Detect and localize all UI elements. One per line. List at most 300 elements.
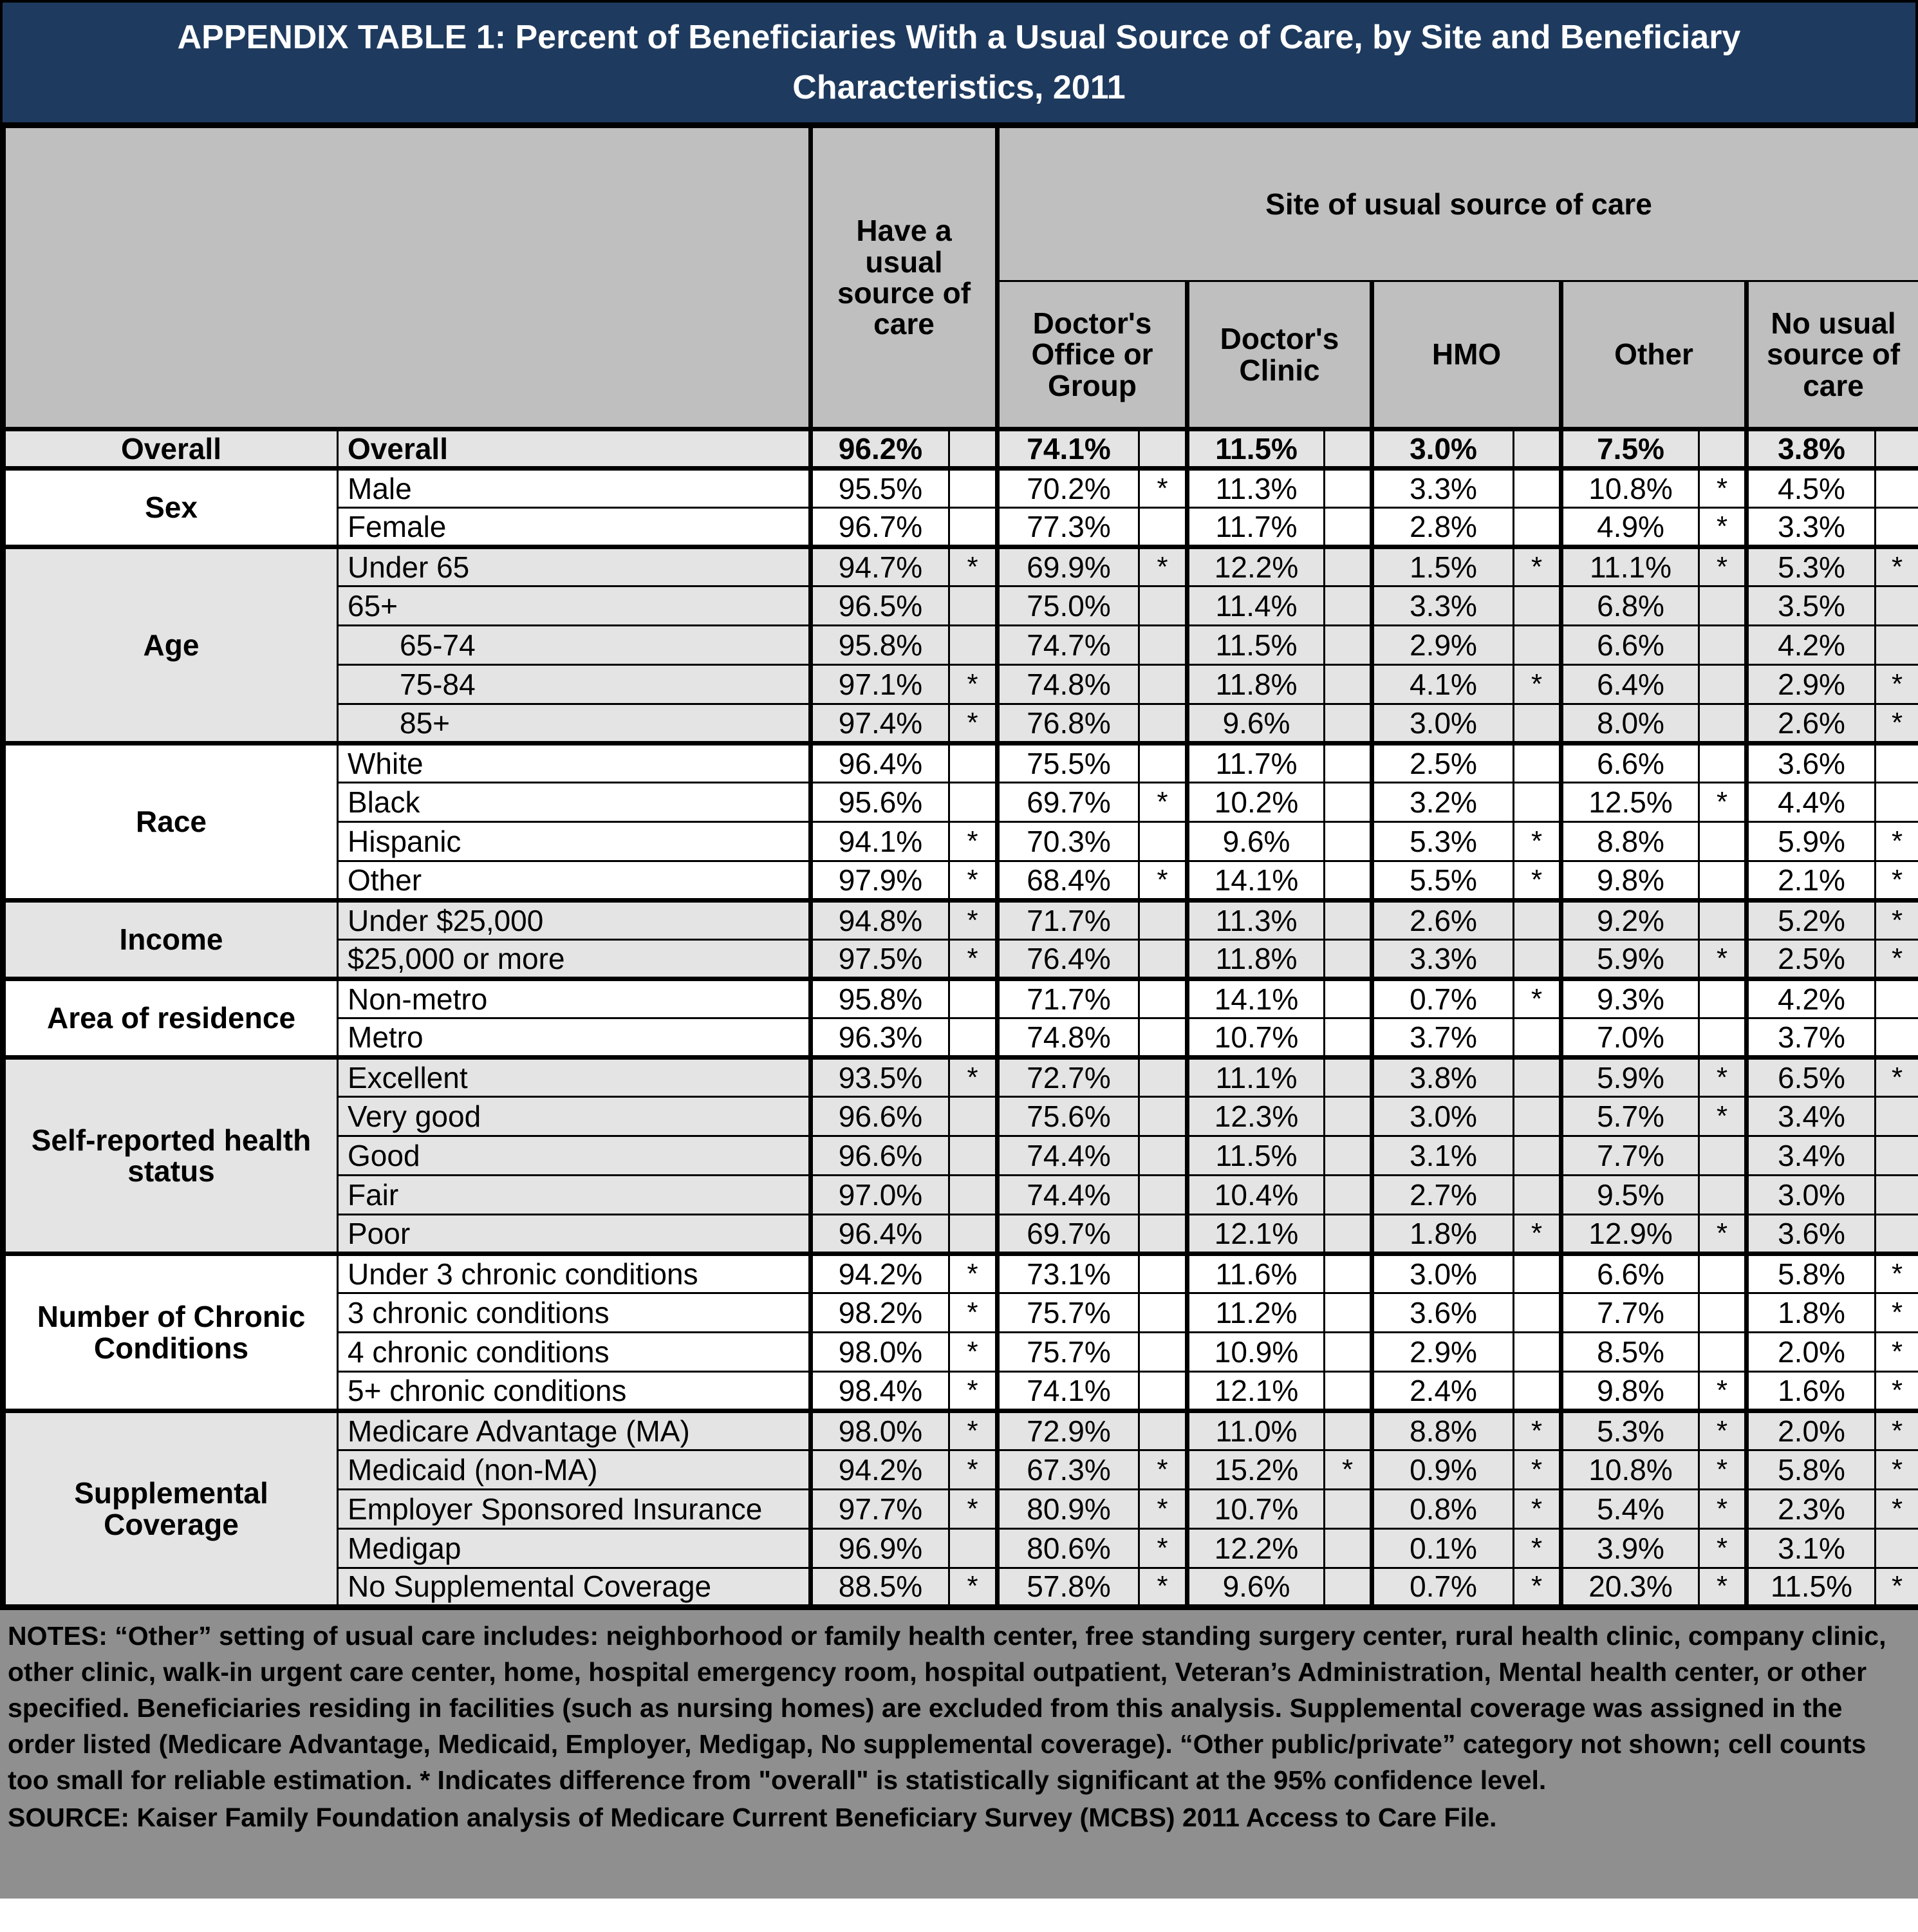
significance-flag-cell: * bbox=[1876, 704, 1918, 744]
significance-flag-cell bbox=[1139, 979, 1187, 1018]
have-usual-header: Have a usual source of care bbox=[811, 126, 998, 429]
table-row bbox=[3, 744, 1918, 783]
significance-flag-cell bbox=[1325, 1136, 1372, 1176]
significance-flag-cell: * bbox=[1876, 1293, 1918, 1333]
value-cell: 12.2% bbox=[1187, 1529, 1325, 1568]
value-cell: 69.7% bbox=[998, 1215, 1139, 1254]
value-cell: 6.4% bbox=[1561, 665, 1699, 704]
group-label: Age bbox=[3, 547, 338, 744]
value-cell: 2.0% bbox=[1747, 1411, 1876, 1450]
value-cell: 10.8% bbox=[1561, 1450, 1699, 1490]
value-cell: 2.9% bbox=[1372, 626, 1514, 665]
significance-flag-cell: * bbox=[1514, 822, 1561, 861]
value-cell: 11.5% bbox=[1187, 626, 1325, 665]
value-cell: 3.0% bbox=[1372, 429, 1514, 469]
value-cell: 5.4% bbox=[1561, 1490, 1699, 1529]
value-cell: 5.7% bbox=[1561, 1097, 1699, 1136]
value-cell: 2.5% bbox=[1372, 744, 1514, 783]
significance-flag-cell bbox=[949, 1136, 998, 1176]
value-cell: 94.2% bbox=[811, 1450, 949, 1490]
significance-flag-cell bbox=[1514, 1333, 1561, 1372]
value-cell: 11.5% bbox=[1187, 429, 1325, 469]
significance-flag-cell bbox=[1139, 822, 1187, 861]
value-cell: 6.6% bbox=[1561, 744, 1699, 783]
significance-flag-cell: * bbox=[1699, 1490, 1747, 1529]
group-label: Supplemental Coverage bbox=[3, 1411, 338, 1608]
value-cell: 7.7% bbox=[1561, 1293, 1699, 1333]
significance-flag-cell: * bbox=[949, 704, 998, 744]
significance-flag-cell bbox=[1876, 626, 1918, 665]
value-cell: 75.7% bbox=[998, 1293, 1139, 1333]
data-table bbox=[0, 122, 1918, 1610]
significance-flag-cell bbox=[1876, 1529, 1918, 1568]
group-label: Self-reported health status bbox=[3, 1058, 338, 1254]
value-cell: 96.5% bbox=[811, 586, 949, 626]
significance-flag-cell bbox=[1699, 744, 1747, 783]
significance-flag-cell bbox=[949, 508, 998, 547]
value-cell: 7.5% bbox=[1561, 429, 1699, 469]
significance-flag-cell: * bbox=[1876, 665, 1918, 704]
significance-flag-cell bbox=[1514, 469, 1561, 508]
value-cell: 2.7% bbox=[1372, 1176, 1514, 1215]
significance-flag-cell bbox=[949, 586, 998, 626]
value-cell: 2.6% bbox=[1747, 704, 1876, 744]
value-cell: 75.6% bbox=[998, 1097, 1139, 1136]
value-cell: 96.6% bbox=[811, 1136, 949, 1176]
value-cell: 14.1% bbox=[1187, 979, 1325, 1018]
significance-flag-cell: * bbox=[1699, 783, 1747, 822]
row-label: Other bbox=[338, 861, 811, 901]
value-cell: 4.2% bbox=[1747, 979, 1876, 1018]
value-cell: 96.3% bbox=[811, 1018, 949, 1058]
significance-flag-cell: * bbox=[1514, 1568, 1561, 1608]
significance-flag-cell bbox=[1514, 940, 1561, 979]
value-cell: 3.4% bbox=[1747, 1097, 1876, 1136]
significance-flag-cell bbox=[1325, 508, 1372, 547]
value-cell: 6.8% bbox=[1561, 586, 1699, 626]
value-cell: 10.2% bbox=[1187, 783, 1325, 822]
significance-flag-cell bbox=[1325, 1058, 1372, 1097]
value-cell: 20.3% bbox=[1561, 1568, 1699, 1608]
value-cell: 94.2% bbox=[811, 1254, 949, 1293]
value-cell: 9.8% bbox=[1561, 1372, 1699, 1411]
significance-flag-cell bbox=[1514, 586, 1561, 626]
row-label: Medigap bbox=[338, 1529, 811, 1568]
significance-flag-cell: * bbox=[1139, 1450, 1187, 1490]
significance-flag-cell bbox=[1699, 665, 1747, 704]
significance-flag-cell bbox=[1699, 626, 1747, 665]
value-cell: 1.5% bbox=[1372, 547, 1514, 586]
significance-flag-cell bbox=[1876, 508, 1918, 547]
significance-flag-cell bbox=[1139, 586, 1187, 626]
value-cell: 12.5% bbox=[1561, 783, 1699, 822]
significance-flag-cell bbox=[949, 429, 998, 469]
table-header bbox=[3, 126, 1918, 429]
value-cell: 11.1% bbox=[1187, 1058, 1325, 1097]
significance-flag-cell: * bbox=[1325, 1450, 1372, 1490]
row-label: $25,000 or more bbox=[338, 940, 811, 979]
value-cell: 1.8% bbox=[1747, 1293, 1876, 1333]
significance-flag-cell: * bbox=[949, 665, 998, 704]
value-cell: 96.2% bbox=[811, 429, 949, 469]
significance-flag-cell: * bbox=[1139, 469, 1187, 508]
group-label: Race bbox=[3, 744, 338, 901]
table-row bbox=[3, 979, 1918, 1018]
value-cell: 11.5% bbox=[1747, 1568, 1876, 1608]
significance-flag-cell: * bbox=[949, 1058, 998, 1097]
value-cell: 3.6% bbox=[1747, 1215, 1876, 1254]
significance-flag-cell bbox=[949, 1215, 998, 1254]
significance-flag-cell bbox=[1325, 1372, 1372, 1411]
value-cell: 95.6% bbox=[811, 783, 949, 822]
significance-flag-cell: * bbox=[1514, 1529, 1561, 1568]
value-cell: 11.5% bbox=[1187, 1136, 1325, 1176]
value-cell: 95.8% bbox=[811, 979, 949, 1018]
value-cell: 97.4% bbox=[811, 704, 949, 744]
significance-flag-cell bbox=[1699, 1254, 1747, 1293]
significance-flag-cell bbox=[1514, 1097, 1561, 1136]
value-cell: 5.3% bbox=[1747, 547, 1876, 586]
significance-flag-cell bbox=[1325, 1254, 1372, 1293]
significance-flag-cell: * bbox=[1699, 1215, 1747, 1254]
value-cell: 1.6% bbox=[1747, 1372, 1876, 1411]
value-cell: 76.8% bbox=[998, 704, 1139, 744]
value-cell: 74.8% bbox=[998, 665, 1139, 704]
significance-flag-cell bbox=[1139, 1176, 1187, 1215]
row-label: 65+ bbox=[338, 586, 811, 626]
value-cell: 57.8% bbox=[998, 1568, 1139, 1608]
value-cell: 9.6% bbox=[1187, 704, 1325, 744]
value-cell: 3.6% bbox=[1372, 1293, 1514, 1333]
significance-flag-cell bbox=[1699, 1333, 1747, 1372]
significance-flag-cell bbox=[1139, 429, 1187, 469]
table-row bbox=[3, 901, 1918, 940]
significance-flag-cell bbox=[1699, 861, 1747, 901]
significance-flag-cell: * bbox=[1876, 1333, 1918, 1372]
row-label: Hispanic bbox=[338, 822, 811, 861]
value-cell: 3.0% bbox=[1372, 1254, 1514, 1293]
significance-flag-cell: * bbox=[1876, 1372, 1918, 1411]
significance-flag-cell bbox=[1139, 704, 1187, 744]
row-label: 85+ bbox=[338, 704, 811, 744]
value-cell: 7.7% bbox=[1561, 1136, 1699, 1176]
significance-flag-cell bbox=[949, 979, 998, 1018]
significance-flag-cell: * bbox=[949, 901, 998, 940]
group-label: Sex bbox=[3, 469, 338, 547]
group-label: Area of residence bbox=[3, 979, 338, 1058]
value-cell: 9.3% bbox=[1561, 979, 1699, 1018]
significance-flag-cell bbox=[1325, 940, 1372, 979]
corner-cell bbox=[3, 126, 811, 429]
row-label: Medicaid (non-MA) bbox=[338, 1450, 811, 1490]
value-cell: 11.7% bbox=[1187, 508, 1325, 547]
significance-flag-cell bbox=[1139, 508, 1187, 547]
significance-flag-cell bbox=[949, 1529, 998, 1568]
value-cell: 95.5% bbox=[811, 469, 949, 508]
significance-flag-cell bbox=[949, 1097, 998, 1136]
significance-flag-cell: * bbox=[949, 1293, 998, 1333]
row-label: Under 3 chronic conditions bbox=[338, 1254, 811, 1293]
row-label: 75-84 bbox=[338, 665, 811, 704]
significance-flag-cell bbox=[1876, 979, 1918, 1018]
column-header-doctors-office: Doctor's Office or Group bbox=[998, 281, 1187, 429]
significance-flag-cell: * bbox=[1876, 861, 1918, 901]
value-cell: 96.9% bbox=[811, 1529, 949, 1568]
significance-flag-cell bbox=[1325, 1529, 1372, 1568]
value-cell: 94.8% bbox=[811, 901, 949, 940]
significance-flag-cell bbox=[1514, 901, 1561, 940]
significance-flag-cell bbox=[1325, 586, 1372, 626]
value-cell: 0.1% bbox=[1372, 1529, 1514, 1568]
value-cell: 3.8% bbox=[1747, 429, 1876, 469]
significance-flag-cell bbox=[1325, 901, 1372, 940]
value-cell: 10.7% bbox=[1187, 1490, 1325, 1529]
value-cell: 3.4% bbox=[1747, 1136, 1876, 1176]
table-body bbox=[3, 429, 1918, 1608]
value-cell: 4.9% bbox=[1561, 508, 1699, 547]
significance-flag-cell bbox=[1325, 1176, 1372, 1215]
row-label: Female bbox=[338, 508, 811, 547]
value-cell: 3.0% bbox=[1372, 1097, 1514, 1136]
value-cell: 70.2% bbox=[998, 469, 1139, 508]
significance-flag-cell bbox=[1139, 1293, 1187, 1333]
row-label: Under $25,000 bbox=[338, 901, 811, 940]
row-label: No Supplemental Coverage bbox=[338, 1568, 811, 1608]
significance-flag-cell bbox=[1325, 1333, 1372, 1372]
notes-section bbox=[0, 1610, 1918, 1899]
value-cell: 11.4% bbox=[1187, 586, 1325, 626]
significance-flag-cell: * bbox=[1876, 1568, 1918, 1608]
value-cell: 3.1% bbox=[1747, 1529, 1876, 1568]
significance-flag-cell: * bbox=[1699, 469, 1747, 508]
value-cell: 98.2% bbox=[811, 1293, 949, 1333]
significance-flag-cell bbox=[1699, 1176, 1747, 1215]
value-cell: 5.3% bbox=[1561, 1411, 1699, 1450]
significance-flag-cell bbox=[1699, 822, 1747, 861]
value-cell: 96.7% bbox=[811, 508, 949, 547]
significance-flag-cell bbox=[1325, 704, 1372, 744]
significance-flag-cell bbox=[1325, 1293, 1372, 1333]
site-group-header: Site of usual source of care bbox=[998, 126, 1918, 281]
significance-flag-cell bbox=[1876, 469, 1918, 508]
significance-flag-cell: * bbox=[1876, 1411, 1918, 1450]
value-cell: 12.2% bbox=[1187, 547, 1325, 586]
value-cell: 5.2% bbox=[1747, 901, 1876, 940]
column-header-other: Other bbox=[1561, 281, 1747, 429]
significance-flag-cell bbox=[1325, 861, 1372, 901]
significance-flag-cell: * bbox=[1139, 1529, 1187, 1568]
value-cell: 11.2% bbox=[1187, 1293, 1325, 1333]
value-cell: 97.5% bbox=[811, 940, 949, 979]
value-cell: 11.6% bbox=[1187, 1254, 1325, 1293]
group-label: Number of Chronic Conditions bbox=[3, 1254, 338, 1411]
significance-flag-cell: * bbox=[1699, 1568, 1747, 1608]
significance-flag-cell: * bbox=[1139, 783, 1187, 822]
significance-flag-cell bbox=[1876, 586, 1918, 626]
value-cell: 0.8% bbox=[1372, 1490, 1514, 1529]
significance-flag-cell: * bbox=[949, 1333, 998, 1372]
value-cell: 8.5% bbox=[1561, 1333, 1699, 1372]
value-cell: 77.3% bbox=[998, 508, 1139, 547]
significance-flag-cell bbox=[1325, 665, 1372, 704]
row-label: 5+ chronic conditions bbox=[338, 1372, 811, 1411]
significance-flag-cell bbox=[1325, 1097, 1372, 1136]
significance-flag-cell: * bbox=[949, 940, 998, 979]
row-label: Overall bbox=[338, 429, 811, 469]
significance-flag-cell bbox=[949, 783, 998, 822]
significance-flag-cell bbox=[1876, 1136, 1918, 1176]
significance-flag-cell bbox=[1514, 429, 1561, 469]
significance-flag-cell: * bbox=[1876, 1254, 1918, 1293]
value-cell: 68.4% bbox=[998, 861, 1139, 901]
significance-flag-cell bbox=[1514, 1136, 1561, 1176]
significance-flag-cell bbox=[1139, 1411, 1187, 1450]
page-title: APPENDIX TABLE 1: Percent of Beneficiaries With a Usual Source of Care, by Site and Beneficiary Characteristics, 2011 bbox=[177, 19, 1741, 106]
value-cell: 11.3% bbox=[1187, 901, 1325, 940]
value-cell: 5.3% bbox=[1372, 822, 1514, 861]
significance-flag-cell: * bbox=[1514, 1411, 1561, 1450]
value-cell: 71.7% bbox=[998, 979, 1139, 1018]
significance-flag-cell: * bbox=[1514, 979, 1561, 1018]
value-cell: 9.6% bbox=[1187, 1568, 1325, 1608]
value-cell: 76.4% bbox=[998, 940, 1139, 979]
significance-flag-cell bbox=[1325, 1215, 1372, 1254]
value-cell: 8.8% bbox=[1561, 822, 1699, 861]
row-label: Excellent bbox=[338, 1058, 811, 1097]
value-cell: 80.6% bbox=[998, 1529, 1139, 1568]
value-cell: 3.7% bbox=[1747, 1018, 1876, 1058]
significance-flag-cell: * bbox=[949, 861, 998, 901]
significance-flag-cell: * bbox=[949, 1450, 998, 1490]
significance-flag-cell bbox=[1139, 1372, 1187, 1411]
row-label: 3 chronic conditions bbox=[338, 1293, 811, 1333]
value-cell: 4.1% bbox=[1372, 665, 1514, 704]
significance-flag-cell: * bbox=[1876, 822, 1918, 861]
significance-flag-cell bbox=[1514, 1372, 1561, 1411]
value-cell: 93.5% bbox=[811, 1058, 949, 1097]
row-label: Employer Sponsored Insurance bbox=[338, 1490, 811, 1529]
significance-flag-cell: * bbox=[1699, 1450, 1747, 1490]
value-cell: 97.0% bbox=[811, 1176, 949, 1215]
value-cell: 1.8% bbox=[1372, 1215, 1514, 1254]
significance-flag-cell: * bbox=[949, 822, 998, 861]
significance-flag-cell bbox=[1139, 1136, 1187, 1176]
value-cell: 72.7% bbox=[998, 1058, 1139, 1097]
value-cell: 98.4% bbox=[811, 1372, 949, 1411]
value-cell: 10.4% bbox=[1187, 1176, 1325, 1215]
value-cell: 10.9% bbox=[1187, 1333, 1325, 1372]
value-cell: 12.9% bbox=[1561, 1215, 1699, 1254]
value-cell: 74.4% bbox=[998, 1136, 1139, 1176]
value-cell: 0.7% bbox=[1372, 1568, 1514, 1608]
significance-flag-cell bbox=[1325, 429, 1372, 469]
significance-flag-cell bbox=[1514, 626, 1561, 665]
value-cell: 3.0% bbox=[1372, 704, 1514, 744]
significance-flag-cell: * bbox=[1139, 861, 1187, 901]
value-cell: 97.9% bbox=[811, 861, 949, 901]
value-cell: 3.0% bbox=[1747, 1176, 1876, 1215]
significance-flag-cell bbox=[1325, 783, 1372, 822]
value-cell: 2.6% bbox=[1372, 901, 1514, 940]
value-cell: 5.8% bbox=[1747, 1254, 1876, 1293]
value-cell: 4.4% bbox=[1747, 783, 1876, 822]
value-cell: 74.8% bbox=[998, 1018, 1139, 1058]
value-cell: 11.8% bbox=[1187, 940, 1325, 979]
value-cell: 3.2% bbox=[1372, 783, 1514, 822]
table-row bbox=[3, 1058, 1918, 1097]
row-label: Metro bbox=[338, 1018, 811, 1058]
significance-flag-cell bbox=[949, 626, 998, 665]
significance-flag-cell bbox=[1139, 1018, 1187, 1058]
significance-flag-cell: * bbox=[1876, 547, 1918, 586]
value-cell: 74.7% bbox=[998, 626, 1139, 665]
significance-flag-cell: * bbox=[1699, 1097, 1747, 1136]
row-label: Male bbox=[338, 469, 811, 508]
significance-flag-cell bbox=[1699, 586, 1747, 626]
value-cell: 70.3% bbox=[998, 822, 1139, 861]
value-cell: 12.1% bbox=[1187, 1215, 1325, 1254]
value-cell: 12.3% bbox=[1187, 1097, 1325, 1136]
significance-flag-cell: * bbox=[1514, 665, 1561, 704]
value-cell: 6.6% bbox=[1561, 1254, 1699, 1293]
significance-flag-cell: * bbox=[1514, 1490, 1561, 1529]
column-header-hmo: HMO bbox=[1372, 281, 1561, 429]
value-cell: 75.0% bbox=[998, 586, 1139, 626]
table-row bbox=[3, 1254, 1918, 1293]
significance-flag-cell bbox=[1876, 1018, 1918, 1058]
significance-flag-cell bbox=[1514, 1018, 1561, 1058]
value-cell: 10.7% bbox=[1187, 1018, 1325, 1058]
significance-flag-cell: * bbox=[1699, 1411, 1747, 1450]
row-label: 4 chronic conditions bbox=[338, 1333, 811, 1372]
value-cell: 4.2% bbox=[1747, 626, 1876, 665]
significance-flag-cell bbox=[1139, 1333, 1187, 1372]
significance-flag-cell bbox=[1514, 1058, 1561, 1097]
significance-flag-cell bbox=[949, 1018, 998, 1058]
significance-flag-cell bbox=[1325, 469, 1372, 508]
row-label: Fair bbox=[338, 1176, 811, 1215]
significance-flag-cell bbox=[1876, 783, 1918, 822]
value-cell: 2.8% bbox=[1372, 508, 1514, 547]
value-cell: 11.7% bbox=[1187, 744, 1325, 783]
value-cell: 72.9% bbox=[998, 1411, 1139, 1450]
value-cell: 7.0% bbox=[1561, 1018, 1699, 1058]
significance-flag-cell bbox=[1325, 626, 1372, 665]
value-cell: 5.9% bbox=[1561, 1058, 1699, 1097]
value-cell: 12.1% bbox=[1187, 1372, 1325, 1411]
value-cell: 94.1% bbox=[811, 822, 949, 861]
significance-flag-cell bbox=[1876, 1215, 1918, 1254]
value-cell: 2.5% bbox=[1747, 940, 1876, 979]
significance-flag-cell bbox=[1514, 1293, 1561, 1333]
value-cell: 8.0% bbox=[1561, 704, 1699, 744]
significance-flag-cell: * bbox=[1699, 1372, 1747, 1411]
significance-flag-cell bbox=[1139, 1254, 1187, 1293]
significance-flag-cell bbox=[1699, 1136, 1747, 1176]
value-cell: 80.9% bbox=[998, 1490, 1139, 1529]
significance-flag-cell bbox=[1699, 1293, 1747, 1333]
value-cell: 69.9% bbox=[998, 547, 1139, 586]
significance-flag-cell: * bbox=[949, 1490, 998, 1529]
significance-flag-cell bbox=[949, 469, 998, 508]
value-cell: 2.9% bbox=[1747, 665, 1876, 704]
value-cell: 11.0% bbox=[1187, 1411, 1325, 1450]
value-cell: 15.2% bbox=[1187, 1450, 1325, 1490]
value-cell: 5.8% bbox=[1747, 1450, 1876, 1490]
value-cell: 67.3% bbox=[998, 1450, 1139, 1490]
value-cell: 9.5% bbox=[1561, 1176, 1699, 1215]
value-cell: 2.0% bbox=[1747, 1333, 1876, 1372]
